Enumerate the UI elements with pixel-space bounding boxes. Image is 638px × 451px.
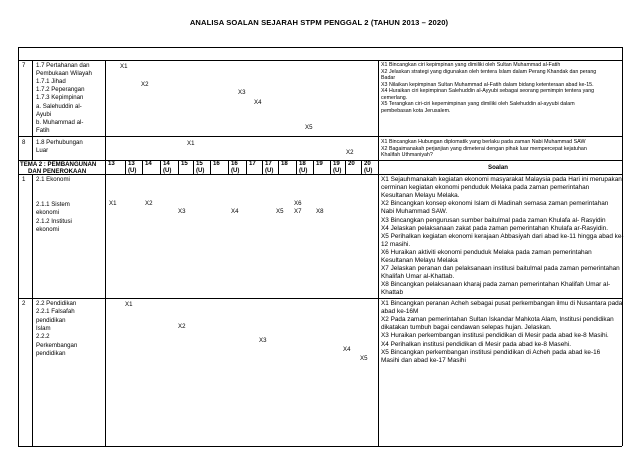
year-column-header: (U) bbox=[364, 167, 373, 174]
header-col-rule bbox=[278, 160, 279, 174]
year-column-header: (U) bbox=[265, 167, 274, 174]
question-line: X2 Pada zaman pemerintahan Sultan Iskandar Mahkota Alam, Institusi pendidikan bbox=[381, 316, 614, 324]
row-rule bbox=[18, 136, 622, 137]
exam-mark: X4 bbox=[231, 208, 239, 215]
topic-line: Ayubi bbox=[36, 110, 52, 118]
question-line: X8 Bincangkan pelaksanaan kharaj pada zaman pemerintahan Khalifah Umar al- bbox=[381, 281, 611, 289]
year-column-header: 18 bbox=[299, 160, 306, 167]
question-line: X4 Perihalkan institusi pendidikan di Mesir pada abad ke-8 Masehi. bbox=[381, 340, 572, 348]
topic-line: pendidikan bbox=[36, 316, 66, 324]
exam-mark: X4 bbox=[343, 346, 351, 353]
exam-mark: X3 bbox=[259, 337, 267, 344]
exam-mark: X8 bbox=[316, 208, 324, 215]
topic-line: ekonomi bbox=[36, 225, 60, 233]
header-col-rule bbox=[313, 160, 314, 174]
table-right-border bbox=[622, 47, 623, 446]
exam-mark: X2 bbox=[141, 81, 149, 88]
topic-line: Islam bbox=[36, 324, 51, 332]
row-number: 8 bbox=[22, 139, 26, 146]
year-column-header: (U) bbox=[299, 167, 308, 174]
exam-mark: X2 bbox=[346, 149, 354, 156]
topic-line: pendidikan bbox=[36, 349, 66, 357]
topic-line: Fatih bbox=[36, 126, 50, 134]
header-col-rule bbox=[210, 160, 211, 174]
exam-mark: X3 bbox=[238, 89, 246, 96]
year-column-header: 20 bbox=[348, 160, 355, 167]
question-line: Badar bbox=[381, 75, 396, 81]
topic-line: 1.7.3 Kepimpinan bbox=[36, 94, 84, 102]
topic-line: 2.1 Ekonomi bbox=[36, 176, 70, 183]
col-rule bbox=[32, 174, 33, 446]
year-column-header: 19 bbox=[333, 160, 340, 167]
year-column-header: (U) bbox=[128, 167, 137, 174]
question-line: Kesultanan Melayu Melaka. bbox=[381, 192, 460, 200]
question-line: cemerlang. bbox=[381, 94, 408, 101]
year-column-header: 18 bbox=[281, 160, 288, 167]
topic-line: a. Salehuddin al- bbox=[36, 102, 82, 110]
exam-mark: X3 bbox=[178, 208, 186, 215]
topic-line: Perkembangan bbox=[36, 341, 78, 349]
soalan-heading: Soalan bbox=[488, 164, 508, 171]
topic-line: 2.2.1 Falsafah bbox=[36, 308, 75, 316]
question-line: pembebasan kota Jerusalem. bbox=[381, 107, 451, 114]
question-line: abad ke-16M bbox=[381, 308, 419, 316]
exam-mark: X1 bbox=[125, 301, 133, 308]
header-col-rule bbox=[193, 160, 194, 174]
topic-line: 1.7 Pertahanan dan bbox=[36, 62, 90, 69]
topic-line: Pembukaan Wilayah bbox=[36, 70, 92, 78]
header-col-rule bbox=[228, 160, 229, 174]
header-col-rule bbox=[361, 160, 362, 174]
topic-line: 1.7.2 Peperangan bbox=[36, 86, 85, 94]
exam-mark: X1 bbox=[109, 200, 117, 207]
question-line: X5 Perihalkan kegiatan ekonomi kerajaan Abbasiyah dari abad ke-11 hingga abad ke- bbox=[381, 232, 624, 240]
exam-mark: X1 bbox=[120, 63, 128, 70]
question-line: X7 Jelaskan peranan dan pelaksanaan institusi baitulmal pada zaman pemerintahan bbox=[381, 265, 620, 273]
year-column-header: 15 bbox=[196, 160, 203, 167]
year-column-header: (U) bbox=[196, 167, 205, 174]
topic-line: Luar bbox=[36, 147, 49, 155]
question-line: 12 masihi. bbox=[381, 240, 411, 248]
question-line: Kesultanan Melayu Melaka bbox=[381, 257, 458, 264]
question-line: dikatakan tumbuh bagai cendawan selepas hujan. Jelaskan. bbox=[381, 324, 552, 332]
year-column-header: 19 bbox=[316, 160, 323, 167]
question-line: X2 Bagaimanakah perjanjian yang dimeterai dengan pihak luar mempercepat kejatuhan bbox=[381, 145, 587, 152]
header-col-rule bbox=[345, 160, 346, 174]
question-line: X1 Sejauhmanakah kegiatan ekonomi masyarakat Malaysia pada Hari ini merupakan bbox=[381, 176, 622, 183]
exam-mark: X6 bbox=[294, 200, 302, 207]
year-column-header: 17 bbox=[265, 160, 272, 167]
question-line: Khalifah Umar al-Khattab. bbox=[381, 273, 455, 281]
question-line: X1 Bincangkan peranan Acheh sebagai pusat perkembangan ilmu di Nusantara pada bbox=[381, 300, 623, 307]
header-col-rule bbox=[125, 160, 126, 174]
question-line: X4 Huraikan ciri kepimpinan Salehuddin al-Ayyubi sebagai seorang pemimpin tentera yang bbox=[381, 88, 595, 94]
year-column-header: 13 bbox=[108, 160, 115, 167]
topic-line: b. Muhammad al- bbox=[36, 118, 84, 126]
topic-line: 1.8 Perhubungan bbox=[36, 139, 83, 146]
header-col-rule bbox=[296, 160, 297, 174]
year-column-header: (U) bbox=[163, 167, 172, 174]
exam-mark: X2 bbox=[178, 323, 186, 330]
col-rule bbox=[378, 60, 379, 446]
question-line: cerminan kegiatan ekonomi penduduk Melaka pada zaman pemerintahan bbox=[381, 184, 590, 192]
row-rule bbox=[18, 60, 622, 61]
question-line: X5 Bincangkan perkembangan institusi pendidikan di Acheh pada abad ke-16 bbox=[381, 348, 601, 356]
year-column-header: 15 bbox=[181, 160, 188, 167]
exam-mark: X4 bbox=[254, 99, 262, 106]
exam-mark: X5 bbox=[276, 208, 284, 215]
theme-heading: DAN PENEROKAAN bbox=[28, 168, 87, 175]
year-column-header: 13 bbox=[128, 160, 135, 167]
question-line: X1 Bincangkan Hubungan diplomatik yang berlaku pada zaman Nabi Muhammad SAW bbox=[381, 139, 586, 145]
row-rule bbox=[18, 174, 622, 175]
question-line: Nabi Muhammad SAW. bbox=[381, 208, 448, 216]
question-line: X5 Terangkan ciri-ciri kepemimpinan yang dimiliki oleh Salehuddin al-ayyubi dalam bbox=[381, 101, 575, 107]
topic-line: 2.1.1 Sistem bbox=[36, 200, 70, 208]
header-col-rule bbox=[142, 160, 143, 174]
exam-mark: X2 bbox=[145, 200, 153, 207]
page-title: ANALISA SOALAN SEJARAH STPM PENGGAL 2 (TAHUN 2013 – 2020) bbox=[189, 18, 449, 27]
header-col-rule bbox=[330, 160, 331, 174]
question-line: Masihi dan abad ke-17 Masihi bbox=[381, 356, 466, 364]
year-column-header: (U) bbox=[333, 167, 342, 174]
year-column-header: 16 bbox=[213, 160, 220, 167]
question-line: X4 Jelaskan pelaksanaan zakat pada zaman pemerintahan Khulafa ar-Rasyidin. bbox=[381, 224, 609, 232]
header-col-rule bbox=[246, 160, 247, 174]
year-column-header: 16 bbox=[231, 160, 238, 167]
topic-line: 1.7.1 Jihad bbox=[36, 78, 66, 86]
header-col-rule bbox=[262, 160, 263, 174]
question-line: X3 Nilaikan kepimpinan Sultan Muhammad al-Fatih dalam bidang ketenteraan abad ke-15. bbox=[381, 81, 594, 88]
row-number: 1 bbox=[22, 176, 26, 183]
row-number: 2 bbox=[22, 300, 26, 307]
row-rule bbox=[18, 446, 622, 447]
col-rule bbox=[32, 60, 33, 160]
question-line: X6 Huraikan aktiviti ekonomi penduduk Melaka pada zaman pemerintahan bbox=[381, 248, 592, 256]
row-rule bbox=[18, 47, 622, 48]
theme-heading: TEMA 2 : PEMBANGUNAN bbox=[20, 161, 97, 168]
table-left-border bbox=[18, 47, 19, 446]
row-rule bbox=[18, 298, 622, 299]
question-line: Khalifah Uthmaniyah? bbox=[381, 152, 433, 158]
exam-mark: X1 bbox=[187, 140, 195, 147]
question-line: Khattab bbox=[381, 289, 404, 297]
header-col-rule bbox=[160, 160, 161, 174]
topic-line: 2.1.2 Institusi bbox=[36, 217, 72, 225]
exam-mark: X7 bbox=[294, 208, 302, 215]
year-column-header: 20 bbox=[364, 160, 371, 167]
topic-line: 2.2 Pendidikan bbox=[36, 300, 77, 307]
topic-line: ekonomi bbox=[36, 209, 60, 217]
question-line: X2 Bincangkan konsep ekonomi Islam di Madinah semasa zaman pemerintahan bbox=[381, 200, 609, 208]
year-column-header: 14 bbox=[145, 160, 152, 167]
exam-mark: X5 bbox=[305, 124, 313, 131]
question-line: X2 Jelaskan strategi yang digunakan oleh tentera Islam dalam Perang Khandak dan perang bbox=[381, 68, 597, 75]
header-col-rule bbox=[178, 160, 179, 174]
year-column-header: 17 bbox=[249, 160, 256, 167]
topic-line: 2.2.2 bbox=[36, 333, 50, 341]
row-number: 7 bbox=[22, 62, 26, 69]
year-column-header: (U) bbox=[231, 167, 240, 174]
question-line: X1 Bincangkan ciri kepimpinan yang dimiliki oleh Sultan Muhammad al-Fatih bbox=[381, 62, 561, 68]
question-line: X3 Bincangkan pengurusan sumber baitulmal pada zaman Khulafa al- Rasyidin bbox=[381, 216, 606, 224]
col-rule bbox=[105, 60, 106, 446]
exam-mark: X5 bbox=[360, 355, 368, 362]
question-line: X3 Huraikan perkembangan institusi pendidikan di Mesir pada abad ke-8 Masihi. bbox=[381, 332, 609, 340]
year-column-header: 14 bbox=[163, 160, 170, 167]
